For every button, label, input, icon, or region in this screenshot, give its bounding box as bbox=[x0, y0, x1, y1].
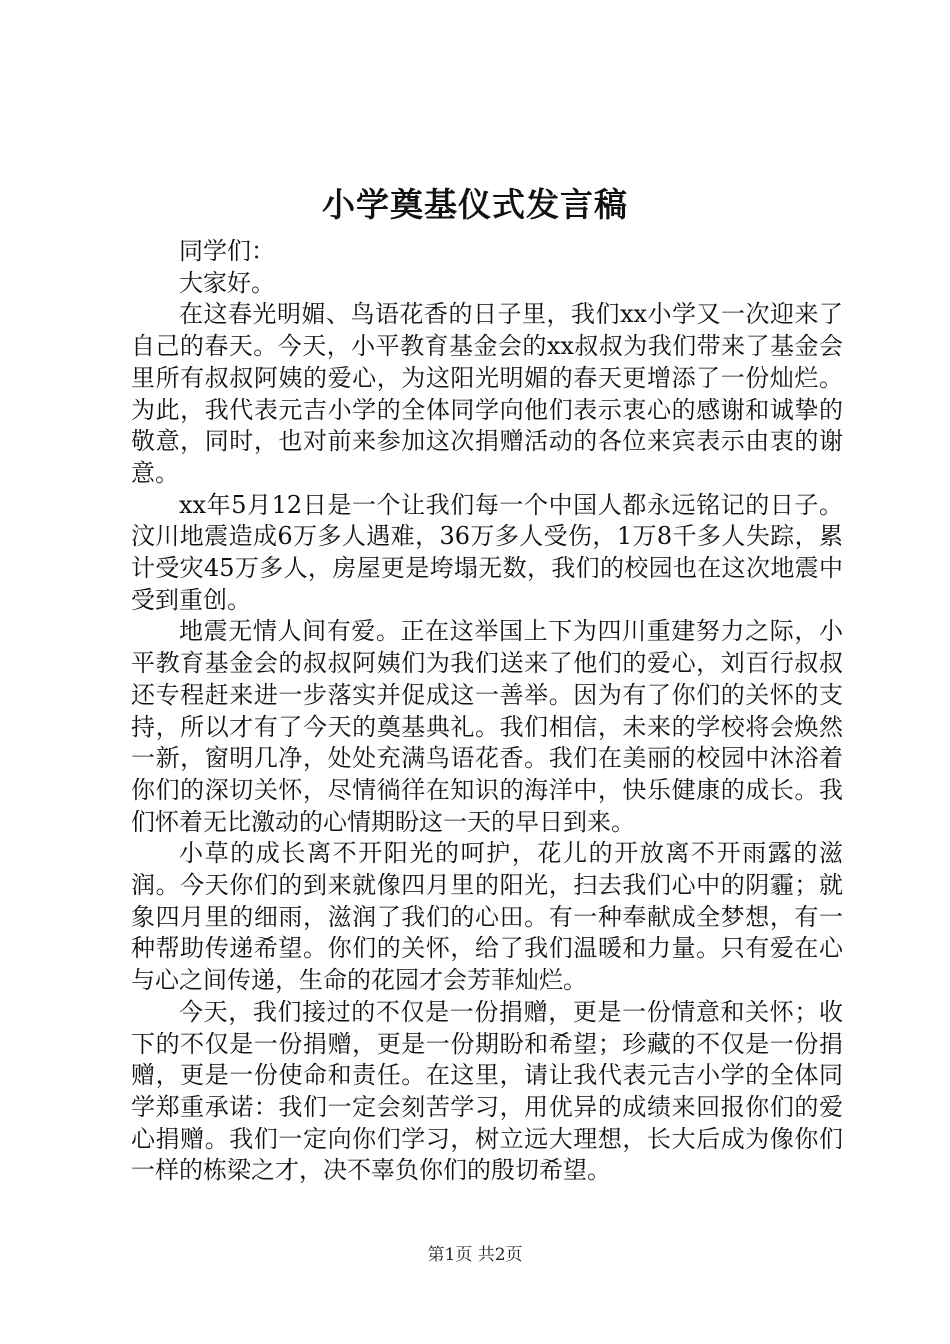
page-number-footer: 第1页 共2页 bbox=[427, 1245, 523, 1265]
paragraph-love: 地震无情人间有爱。正在这举国上下为四川重建努力之际，小平教育基金会的叔叔阿姨们为我们送来了他们的爱心，刘百行叔叔还专程赶来进一步落实并促成这一善举。因为有了你们的关怀的支持，所以才有了今天的奠基典礼。我们相信，未来的学校将会焕然一新，窗明几净，处处充满鸟语花香。我们在美丽的校园中沐浴着你们的深切关怀，尽情徜徉在知识的海洋中，快乐健康的成长。我们怀着无比激动的心情期盼这一天的早日到来。 bbox=[131, 617, 843, 836]
document-title: 小学奠基仪式发言稿 bbox=[322, 185, 628, 224]
paragraph-sunshine: 小草的成长离不开阳光的呵护，花儿的开放离不开雨露的滋润。今天你们的到来就像四月里的阳光，扫去我们心中的阴霾；就象四月里的细雨，滋润了我们的心田。有一种奉献成全梦想，有一种帮助传递希望。你们的关怀，给了我们温暖和力量。只有爱在心与心之间传递，生命的花园才会芳菲灿烂。 bbox=[131, 839, 843, 995]
greeting-classmates: 同学们： bbox=[179, 237, 275, 265]
paragraph-promise: 今天，我们接过的不仅是一份捐赠，更是一份情意和关怀；收下的不仅是一份捐赠，更是一份期盼和希望；珍藏的不仅是一份捐赠，更是一份使命和责任。在这里，请让我代表元吉小学的全体同学郑重承诺：我们一定会刻苦学习，用优异的成绩来回报你们的爱心捐赠。我们一定向你们学习，树立远大理想，长大后成为像你们一样的栋梁之才，决不辜负你们的殷切希望。 bbox=[131, 997, 843, 1185]
paragraph-spring: 在这春光明媚、鸟语花香的日子里，我们xx小学又一次迎来了自己的春天。今天，小平教育基金会的xx叔叔为我们带来了基金会里所有叔叔阿姨的爱心，为这阳光明媚的春天更增添了一份灿烂。为此，我代表元吉小学的全体同学向他们表示衷心的感谢和诚挚的敬意，同时，也对前来参加这次捐赠活动的各位来宾表示由衷的谢意。 bbox=[131, 300, 843, 487]
greeting-everyone: 大家好。 bbox=[179, 268, 275, 297]
document-body bbox=[131, 236, 843, 1187]
paragraph-earthquake: xx年5月12日是一个让我们每一个中国人都永远铭记的日子。汶川地震造成6万多人遇难，36万多人受伤，1万8千多人失踪，累计受灾45万多人，房屋更是垮塌无数，我们的校园也在这次地震中受到重创。 bbox=[131, 490, 843, 614]
